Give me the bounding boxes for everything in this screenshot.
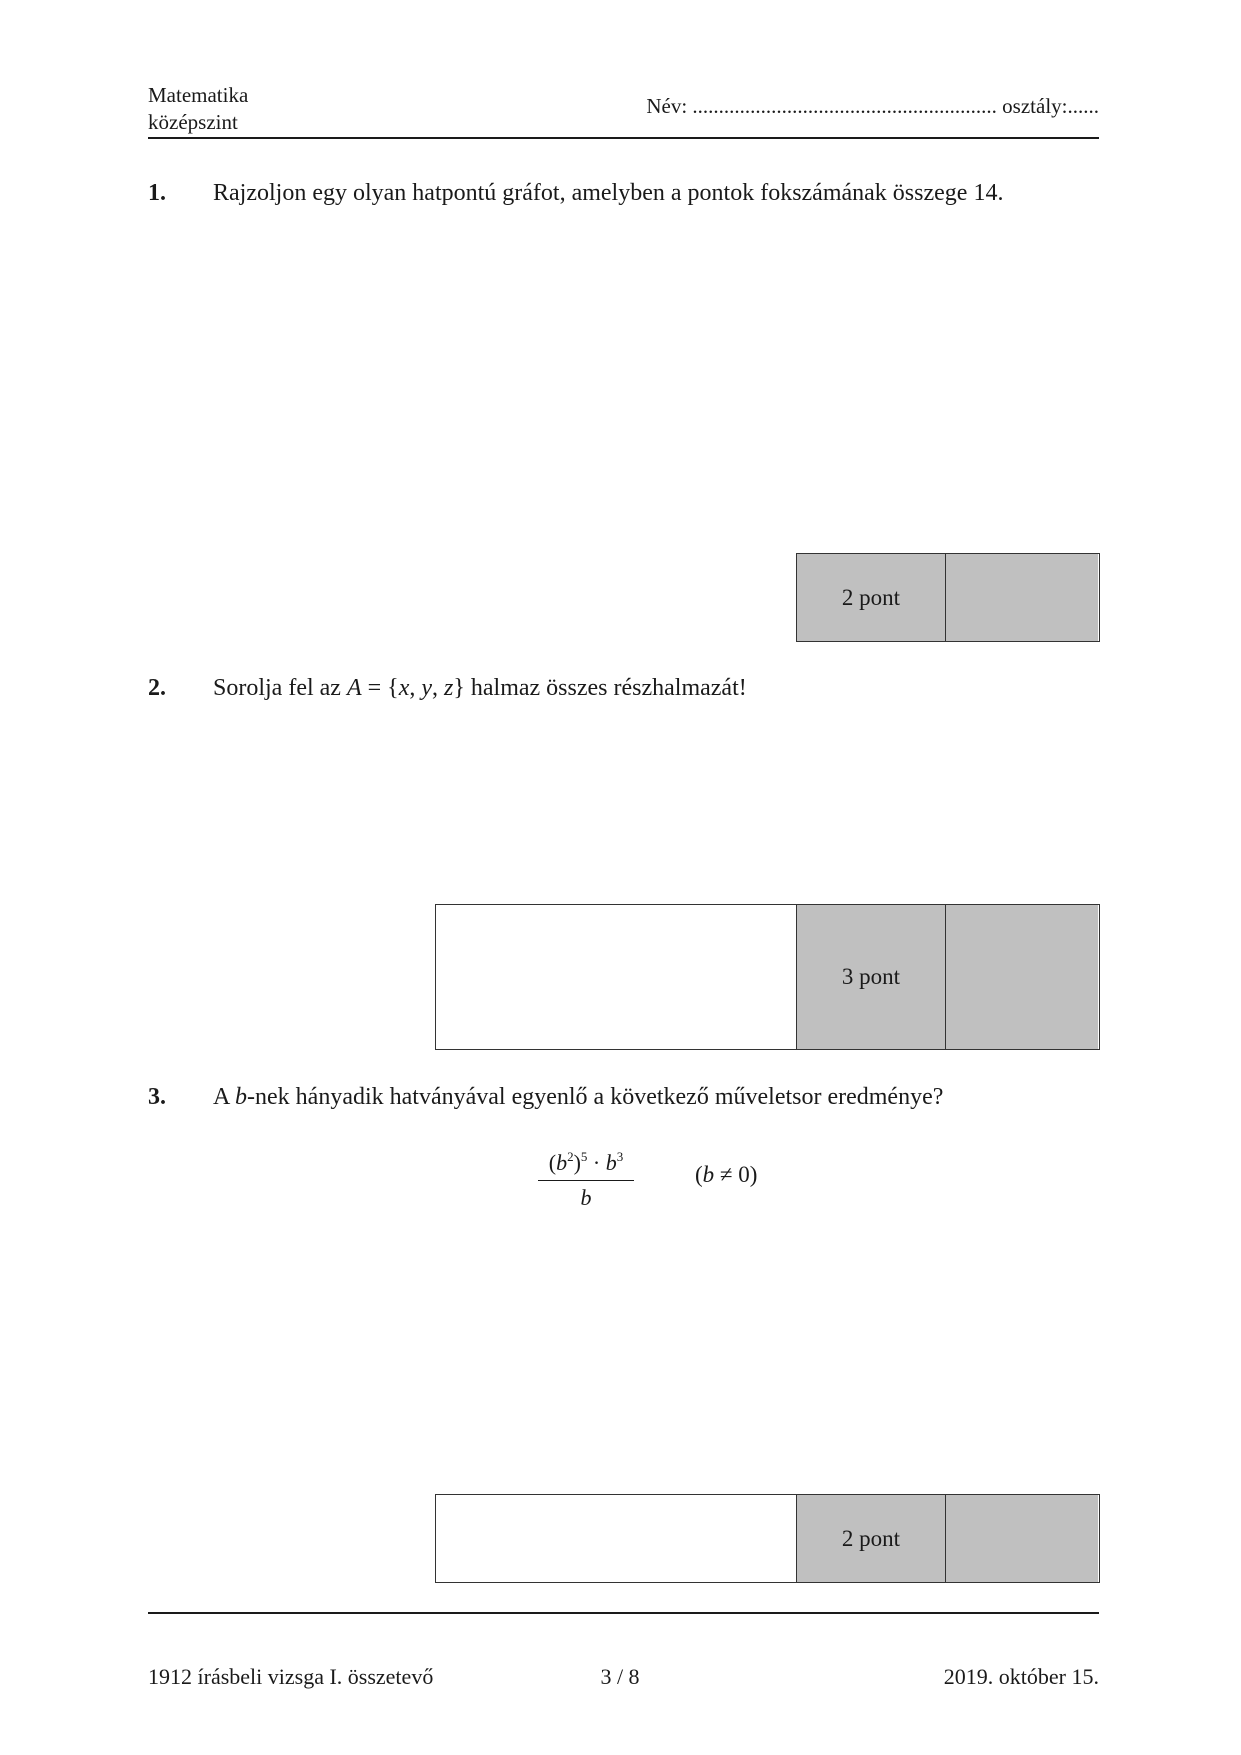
- problem-1-number: 1.: [148, 180, 166, 206]
- problem-3-fraction: [538, 1150, 634, 1211]
- problem-3-score-cell: [946, 1495, 1098, 1582]
- problem-1-text: Rajzoljon egy olyan hatpontú gráfot, amelyben a pontok fokszámának összege 14.: [213, 180, 1004, 206]
- problem-3-text: A b-nek hányadik hatványával egyenlő a következő műveletsor eredménye?: [213, 1084, 944, 1110]
- problem-2-score-box: [435, 904, 1100, 1050]
- problem-3-answer-cell: [436, 1495, 797, 1582]
- fraction-numerator: $(b^2)^5 \cdot b^3$: [538, 1150, 634, 1181]
- name-class-field: Név: .......................................................... osztály:......: [646, 94, 1099, 118]
- problem-2-number: 2.: [148, 675, 166, 701]
- footer-rule: [148, 1612, 1099, 1614]
- problem-2-score-cell: [946, 905, 1098, 1049]
- problem-1-score-cell: [946, 554, 1098, 641]
- problem-2-answer-cell: [436, 905, 797, 1049]
- header-subject: Matematika: [148, 83, 249, 107]
- problem-1-points: 2 pont: [797, 554, 946, 641]
- problem-3-points: 2 pont: [797, 1495, 946, 1582]
- footer-date: 2019. október 15.: [943, 1664, 1099, 1689]
- footer-exam-code: 1912 írásbeli vizsga I. összetevő: [148, 1664, 434, 1689]
- problem-3-number: 3.: [148, 1084, 166, 1110]
- problem-1-score-box: [796, 553, 1100, 642]
- problem-2-text: Sorolja fel az A = {x, y, z} halmaz összes részhalmazát!: [213, 675, 747, 701]
- problem-3-condition: (b ≠ 0): [695, 1162, 758, 1187]
- page-number: 3 / 8: [600, 1664, 640, 1689]
- header-rule: [148, 137, 1099, 139]
- fraction-denominator: b: [580, 1185, 592, 1210]
- header-level: középszint: [148, 110, 238, 134]
- problem-3-score-box: [435, 1494, 1100, 1583]
- problem-2-points: 3 pont: [797, 905, 946, 1049]
